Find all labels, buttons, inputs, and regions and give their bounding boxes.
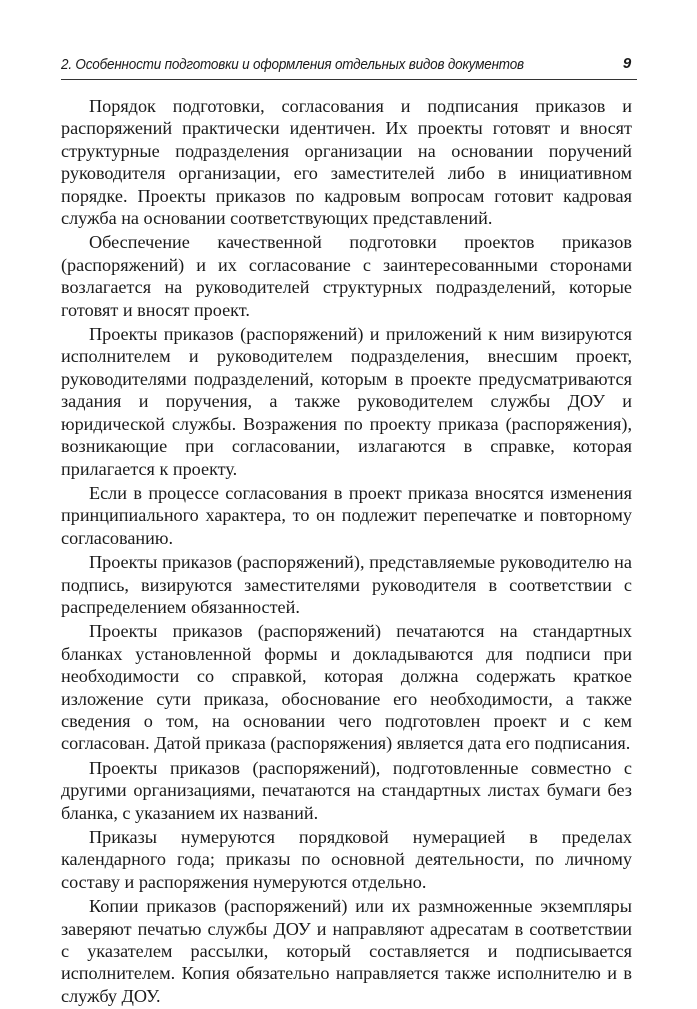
paragraph: Порядок подготовки, согласования и подписания приказов и распоряжений практически идентичен. Их проекты готовят и вносят структурные подразделения организации на основании поручений руководителя организации, его заместителей либо в инициативном порядке. Проекты приказов по кадровым вопросам готовит кадровая служба на основании соответствующих представлений.	[61, 96, 632, 229]
body-text	[61, 95, 632, 1009]
running-title: 2. Особенности подготовки и оформления отдельных видов документов	[61, 57, 524, 73]
page-number: 9	[622, 55, 631, 72]
paragraph: Проекты приказов (распоряжений) печатаются на стандартных бланках установленной формы и докладываются для подписи при необходимости со справкой, которая должна содержать краткое изложение сути приказа, обоснование его необходимости, а также сведения о том, на основании чего подготовлен проект и с кем согласован. Датой приказа (распоряжения) является дата его подписания.	[61, 621, 632, 754]
paragraph: Приказы нумеруются порядковой нумерацией в пределах календарного года; приказы по основной деятельности, по личному составу и распоряжения нумеруются отдельно.	[61, 827, 632, 892]
running-header	[61, 55, 637, 77]
header-rule	[61, 79, 637, 80]
paragraph: Проекты приказов (распоряжений), представляемые руководителю на подпись, визируются заместителями руководителя в соответствии с распределением обязанностей.	[61, 552, 632, 617]
paragraph: Если в процессе согласования в проект приказа вносятся изменения принципиального характера, то он подлежит перепечатке и повторному согласованию.	[61, 482, 632, 548]
paragraph: Проекты приказов (распоряжений), подготовленные совместно с другими организациями, печатаются на стандартных листах бумаги без бланка, с указанием их названий.	[61, 757, 632, 823]
paragraph: Обеспечение качественной подготовки проектов приказов (распоряжений) и их согласование с заинтересованными сторонами возлагается на руководителей структурных подразделений, которые готовят и вносят проект.	[61, 232, 632, 320]
paragraph: Проекты приказов (распоряжений) и приложений к ним визируются исполнителем и руководителем подразделения, внесшим проект, руководителями подразделений, которым в проекте предусматриваются задания и поручения, а также руководителем службы ДОУ и юридической службы. Возражения по проекту приказа (распоряжения), возникающие при согласовании, излагаются в справке, которая прилагается к проекту.	[61, 324, 632, 479]
paragraph: Копии приказов (распоряжений) или их размноженные экземпляры заверяют печатью службы ДОУ и направляют адресатам в соответствии с указателем рассылки, который составляется и подписывается исполнителем. Копия обязательно направляется также исполнителю и в службу ДОУ.	[61, 896, 632, 1006]
